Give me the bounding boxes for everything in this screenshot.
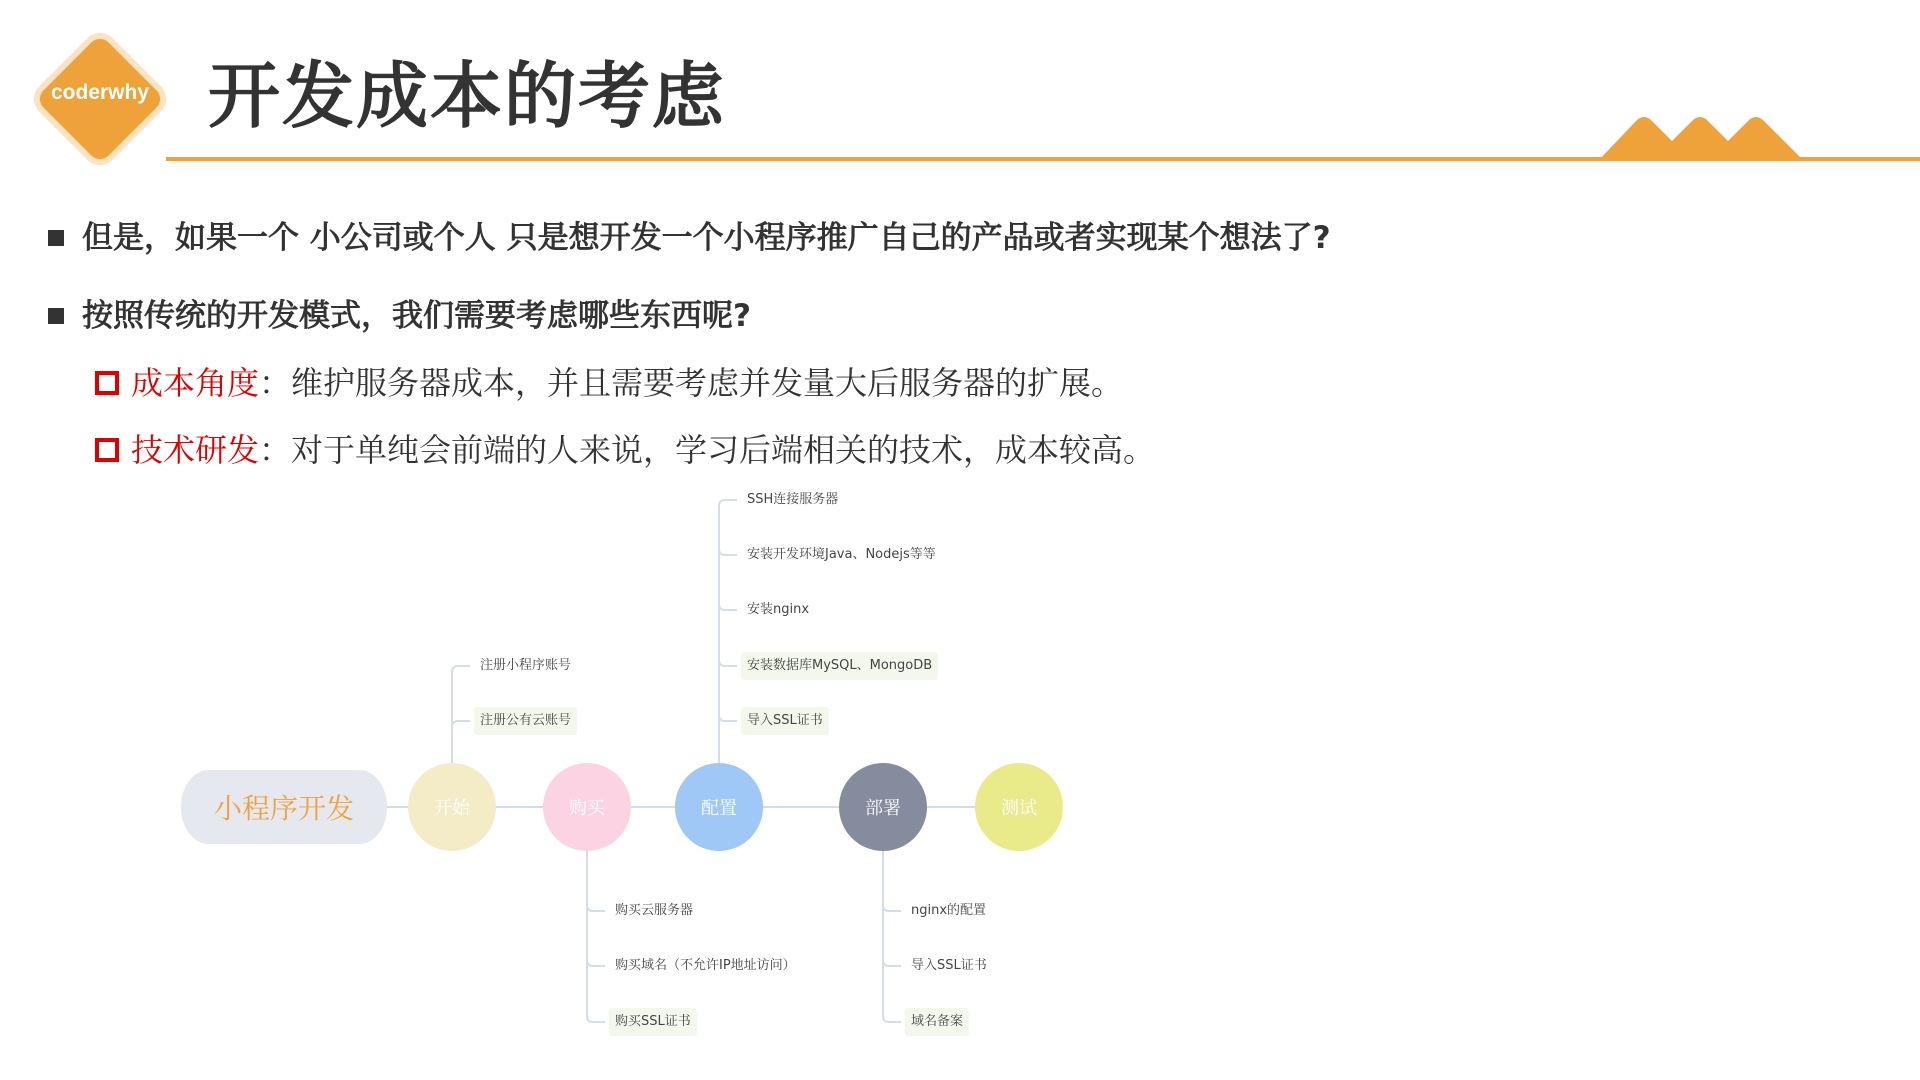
leaf-install-env: 安装开发环境Java、Nodejs等等: [747, 547, 936, 562]
leaf-register-cloud: 注册公有云账号: [474, 707, 577, 735]
leaf-buy-ssl: 购买SSL证书: [609, 1008, 697, 1036]
leaf-install-db: 安装数据库MySQL、MongoDB: [741, 652, 938, 680]
leaf-nginx-config: nginx的配置: [911, 903, 987, 918]
leaf-ssh: SSH连接服务器: [747, 492, 839, 507]
mindmap-root: 小程序开发: [181, 770, 387, 844]
leaf-import-ssl: 导入SSL证书: [741, 707, 829, 735]
bullet-2-text: 按照传统的开发模式，我们需要考虑哪些东西呢?: [82, 298, 751, 334]
node-start: 开始: [408, 763, 496, 851]
sub-item-text: ：维护服务器成本，并且需要考虑并发量大后服务器的扩展。: [259, 364, 1124, 402]
leaf-install-nginx: 安装nginx: [747, 602, 810, 617]
node-deploy: 部署: [839, 763, 927, 851]
leaf-register-miniprogram: 注册小程序账号: [480, 658, 572, 673]
sub-item-text: ：对于单纯会前端的人来说，学习后端相关的技术，成本较高。: [259, 431, 1156, 469]
page-title: 开发成本的考虑: [208, 54, 727, 138]
logo-text: coderwhy: [50, 81, 150, 104]
node-buy: 购买: [543, 763, 631, 851]
node-test: 测试: [975, 763, 1063, 851]
sub-item-keyword: 技术研发: [131, 431, 260, 469]
node-config: 配置: [675, 763, 763, 851]
bullet-1-text: 但是，如果一个 小公司或个人 只是想开发一个小程序推广自己的产品或者实现某个想法了?: [82, 220, 1331, 256]
leaf-deploy-ssl: 导入SSL证书: [911, 958, 987, 973]
leaf-buy-domain: 购买域名（不允许IP地址访问）: [615, 958, 796, 973]
leaf-buy-server: 购买云服务器: [615, 903, 694, 918]
sub-item-keyword: 成本角度: [131, 364, 260, 402]
leaf-domain-record: 域名备案: [905, 1008, 969, 1036]
